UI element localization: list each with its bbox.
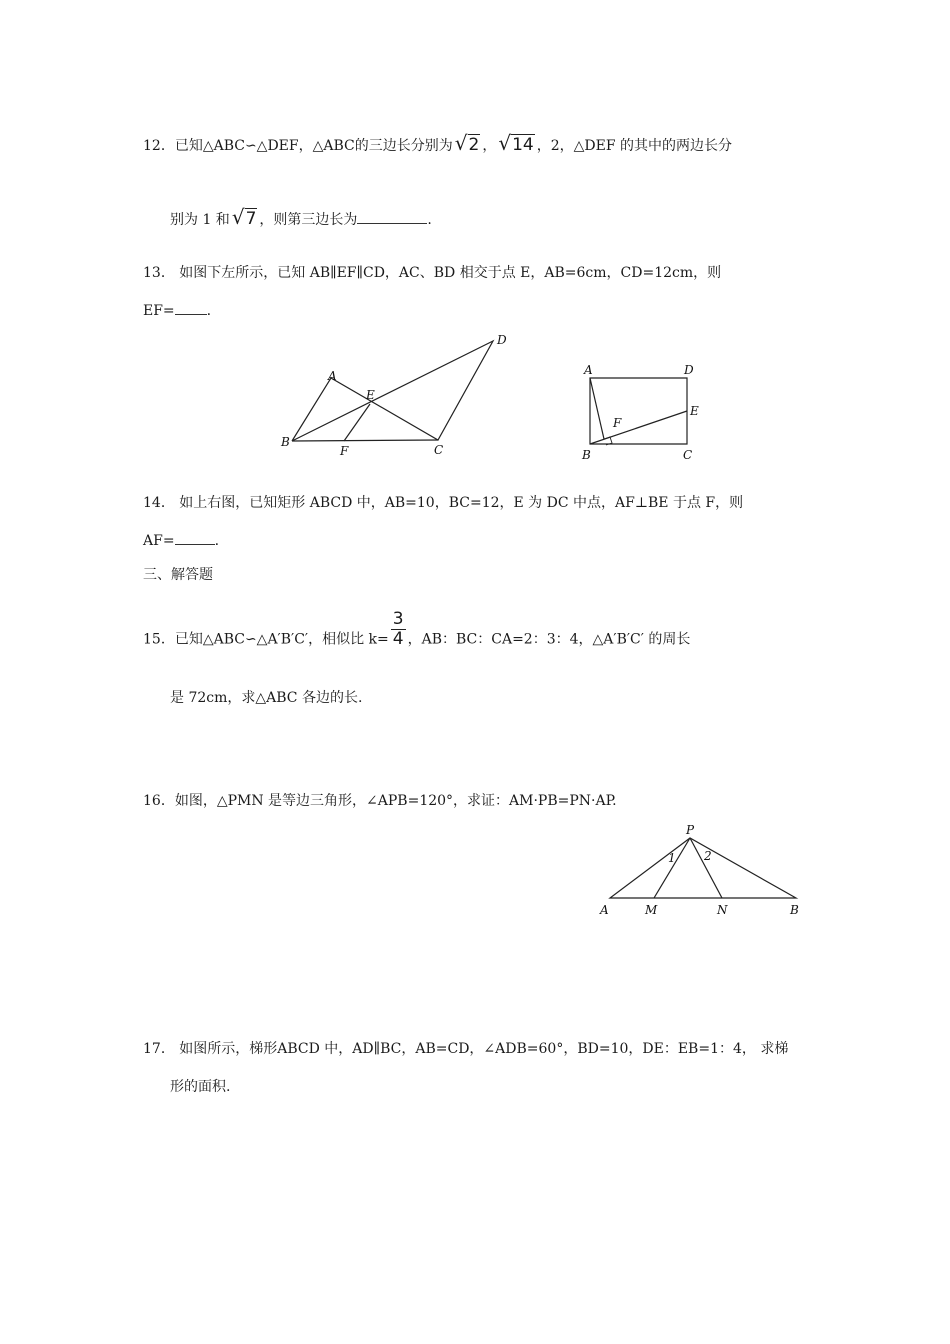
figure-14 xyxy=(580,362,710,462)
q12-period: . xyxy=(427,212,432,228)
fig14-rectangle xyxy=(590,378,687,444)
fig16-label-n: N xyxy=(717,903,728,917)
fig14-label-d: D xyxy=(684,363,694,377)
fig13-label-a: A xyxy=(328,369,337,383)
fig16-label-p: P xyxy=(686,823,695,837)
question-14-line-2 xyxy=(143,530,219,552)
fig16-label-m: M xyxy=(645,903,658,917)
fig16-angle-1: 1 xyxy=(668,851,676,865)
question-13-line-2 xyxy=(143,300,211,322)
fig13-outline xyxy=(292,341,493,441)
answer-blank-12 xyxy=(357,209,427,224)
question-17-line-1: 17． 如图所示，梯形ABCD 中，AD∥BC，AB=CD，∠ADB=60°，BD=10，DE：EB=1：4， 求梯 xyxy=(143,1041,789,1057)
fig13-label-f: F xyxy=(340,444,349,458)
q13-ef-label: EF= xyxy=(143,303,175,319)
fig16-segment-pm xyxy=(654,838,690,898)
q13-period: . xyxy=(206,303,212,319)
question-13-line-1: 13． 如图下左所示，已知 AB∥EF∥CD，AC、BD 相交于点 E，AB=6cm，CD=12cm，则 xyxy=(143,265,722,281)
fig13-label-b: B xyxy=(281,435,290,449)
question-17-line-2: 形的面积. xyxy=(170,1079,231,1095)
fig14-label-f: F xyxy=(613,416,622,430)
q15-text-1: 15．已知△ABC∽△A′B′C′，相似比 k= xyxy=(143,631,389,648)
fig13-label-c: C xyxy=(434,443,444,457)
answer-blank-14 xyxy=(175,530,215,545)
question-12-line-2 xyxy=(170,206,432,231)
q12-sep: ， xyxy=(482,138,497,154)
q15-text-2: ，AB：BC：CA=2：3：4，△A′B′C′ 的周长 xyxy=(407,631,691,648)
fig16-triangle-apb xyxy=(610,838,796,898)
q12-text-2: ，2，△DEF 的其中的两边长分 xyxy=(536,138,733,154)
fig16-label-b: B xyxy=(790,903,799,917)
q12-text-4: ，则第三边长为 xyxy=(259,212,358,228)
fig14-label-e: E xyxy=(690,404,699,418)
question-14-line-1: 14． 如上右图，已知矩形 ABCD 中，AB=10，BC=12，E 为 DC 中点，AF⊥BE 于点 F，则 xyxy=(143,495,744,511)
fig16-label-a: A xyxy=(600,903,609,917)
sqrt-7: √7 xyxy=(231,205,257,229)
figure-13 xyxy=(276,330,516,460)
q14-af-label: AF= xyxy=(143,533,175,549)
question-16-text: 16．如图，△PMN 是等边三角形，∠APB=120°，求证：AM·PB=PN·AP. xyxy=(143,793,617,809)
fig13-segment-bc xyxy=(292,440,438,441)
q12-text-1: 12．已知△ABC∽△DEF，△ABC的三边长分别为 xyxy=(143,138,453,154)
fig16-angle-2: 2 xyxy=(704,849,712,863)
fig14-segment-af xyxy=(590,378,604,439)
answer-blank-13 xyxy=(175,300,207,315)
question-15-line-1 xyxy=(143,609,691,659)
fig13-segment-ef xyxy=(344,404,370,441)
question-12-line-1 xyxy=(143,132,732,157)
sqrt-2: √2 xyxy=(454,131,480,155)
section-heading: 三、解答题 xyxy=(143,567,213,583)
q12-text-3: 别为 1 和 xyxy=(170,212,230,228)
question-15-line-2: 是 72cm，求△ABC 各边的长. xyxy=(170,690,363,706)
fig14-label-b: B xyxy=(582,448,591,462)
fraction-3-4: $\frac{3}{4}$ xyxy=(392,609,404,649)
fig14-label-a: A xyxy=(584,363,593,377)
q14-period: . xyxy=(214,533,220,549)
fig13-label-e: E xyxy=(366,388,375,402)
figure-16 xyxy=(598,822,818,922)
fig13-label-d: D xyxy=(497,333,507,347)
sqrt-14: √14 xyxy=(498,131,534,155)
fig14-label-c: C xyxy=(683,448,693,462)
